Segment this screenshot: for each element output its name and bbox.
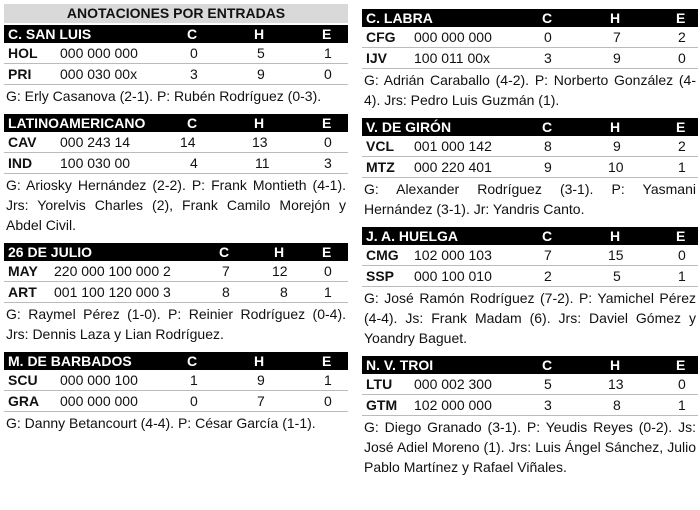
game-box-huelga [362,227,698,348]
runs: 7 [544,247,552,263]
hits: 12 [272,263,288,279]
col-e: E [676,10,686,26]
col-h: H [254,26,265,42]
col-c: C [542,10,553,26]
errors: 0 [678,376,686,392]
team-code: SSP [366,268,395,284]
col-e: E [322,353,332,369]
col-c: C [187,26,198,42]
runs: 8 [222,284,230,300]
col-h: H [274,244,285,260]
col-e: E [676,357,686,373]
team-code: LTU [366,376,393,392]
team-code: CMG [366,247,399,263]
runs: 9 [544,159,552,175]
hits: 8 [280,284,288,300]
inning-line: 001 100 120 000 3 [54,284,171,300]
game-header [362,118,698,136]
runs: 1 [190,372,198,388]
inning-line: 000 002 300 [414,376,492,392]
col-e: E [676,228,686,244]
col-c: C [542,357,553,373]
errors: 0 [324,263,332,279]
left-column [4,0,348,441]
team-code: VCL [366,138,394,154]
team-code: ART [8,284,37,300]
errors: 2 [678,29,686,45]
table-row [362,374,698,395]
pitchers-note: G: Ariosky Hernández (2-2). P: Frank Montieth (4-1). Jrs: Yorelvis Charles (2), Frank Camilo Morejón y Abdel Civil. [6,177,346,233]
team-code: SCU [8,372,38,388]
game-box-labra [362,9,698,110]
game-box-san-luis [4,25,348,106]
pitchers-note: G: Erly Casanova (2-1). P: Rubén Rodríguez (0-3). [6,88,322,104]
game-header [4,114,348,132]
table-row [4,132,348,153]
game-header [4,243,348,261]
stadium-name: M. DE BARBADOS [8,353,132,369]
runs: 7 [222,263,230,279]
runs: 0 [190,45,198,61]
table-row [4,64,348,85]
team-code: CFG [366,29,396,45]
col-h: H [610,228,621,244]
inning-line: 000 000 000 [60,45,138,61]
game-header [362,356,698,374]
runs: 0 [544,29,552,45]
errors: 2 [678,138,686,154]
game-box-troi [362,356,698,477]
team-code: HOL [8,45,38,61]
col-h: H [254,353,265,369]
errors: 1 [678,159,686,175]
stadium-name: V. DE GIRÓN [366,119,452,135]
inning-line: 102 000 000 [414,397,492,413]
col-e: E [322,26,332,42]
runs: 5 [544,376,552,392]
game-box-26-de-julio [4,243,348,344]
team-code: CAV [8,134,37,150]
hits: 9 [613,138,621,154]
hits: 13 [608,376,624,392]
hits: 7 [257,393,265,409]
inning-line: 220 000 100 000 2 [54,263,171,279]
table-row [362,395,698,416]
team-code: IND [8,155,33,171]
right-column [362,0,698,485]
inning-line: 000 000 100 [60,372,138,388]
runs: 3 [544,397,552,413]
table-row [362,245,698,266]
table-row [4,153,348,174]
col-c: C [187,115,198,131]
inning-line: 000 100 010 [414,268,492,284]
col-e: E [322,244,332,260]
pitchers-note: G: Danny Betancourt (4-4). P: César García (1-1). [6,415,316,431]
table-row [4,391,348,412]
hits: 5 [257,45,265,61]
pitchers-note: G: José Ramón Rodríguez (7-2). P: Yamichel Pérez (4-4). Js: Frank Madam (6). Jrs: Daviel Gómez y Yoandry Baguet. [364,290,696,346]
team-code: MTZ [366,159,395,175]
runs: 3 [190,66,198,82]
hits: 11 [255,155,270,171]
col-h: H [610,357,621,373]
errors: 1 [324,45,332,61]
errors: 3 [324,155,332,171]
team-code: MAY [8,263,38,279]
col-e: E [676,119,686,135]
table-row [4,370,348,391]
col-h: H [610,119,621,135]
game-header [362,227,698,245]
team-code: GTM [366,397,398,413]
errors: 1 [678,268,686,284]
inning-line: 102 000 103 [414,247,492,263]
hits: 9 [613,50,621,66]
errors: 0 [678,50,686,66]
hits: 15 [608,247,624,263]
col-c: C [542,119,553,135]
hits: 13 [252,134,268,150]
stadium-name: LATINOAMERICANO [8,115,146,131]
hits: 9 [257,66,265,82]
col-e: E [322,115,332,131]
errors: 0 [324,393,332,409]
inning-line: 000 000 000 [60,393,138,409]
col-h: H [610,10,621,26]
table-row [362,266,698,287]
runs: 2 [544,268,552,284]
runs: 0 [190,393,198,409]
hits: 8 [613,397,621,413]
pitchers-note: G: Diego Granado (3-1). P: Yeudis Reyes (0-2). Js: José Adiel Moreno (1). Jrs: Luis Ángel Sánchez, Julio Pablo Martínez y Rafael Viñales. [364,419,696,475]
hits: 7 [613,29,621,45]
col-c: C [219,244,230,260]
inning-line: 000 220 401 [414,159,492,175]
pitchers-note: G: Raymel Pérez (1-0). P: Reinier Rodríguez (0-4). Jrs: Dennis Laza y Lian Rodríguez. [6,306,346,342]
stadium-name: 26 DE JULIO [8,244,93,260]
hits: 10 [608,159,624,175]
stadium-name: N. V. TROI [366,357,434,373]
inning-line: 100 011 00x [414,50,491,66]
game-header [362,9,698,27]
runs: 3 [544,50,552,66]
game-box-giron [362,118,698,219]
inning-line: 000 000 000 [414,29,492,45]
table-row [4,43,348,64]
table-row [362,136,698,157]
table-row [4,282,348,303]
team-code: IJV [366,50,388,66]
stadium-name: C. LABRA [366,10,433,26]
inning-line: 100 030 00 [60,155,131,171]
hits: 9 [257,372,265,388]
errors: 0 [324,66,332,82]
inning-line: 000 030 00x [60,66,138,82]
table-row [362,27,698,48]
errors: 1 [678,397,686,413]
game-header [4,352,348,370]
hits: 5 [613,268,621,284]
runs: 8 [544,138,552,154]
errors: 1 [324,284,332,300]
page-title: ANOTACIONES POR ENTRADAS [4,4,348,23]
errors: 0 [324,134,332,150]
stadium-name: C. SAN LUIS [8,26,92,42]
team-code: GRA [8,393,40,409]
game-box-barbados [4,352,348,433]
pitchers-note: G: Alexander Rodríguez (3-1). P: Yasmani Hernández (3-1). Jr: Yandris Canto. [364,181,696,217]
runs: 14 [180,134,196,150]
game-header [4,25,348,43]
inning-line: 001 000 142 [414,138,492,154]
game-box-latinoamericano [4,114,348,235]
col-c: C [187,353,198,369]
errors: 1 [324,372,332,388]
team-code: PRI [8,66,32,82]
col-h: H [254,115,265,131]
table-row [4,261,348,282]
stadium-name: J. A. HUELGA [366,228,459,244]
runs: 4 [190,155,198,171]
inning-line: 000 243 14 [60,134,131,150]
table-row [362,157,698,178]
table-row [362,48,698,69]
errors: 0 [678,247,686,263]
pitchers-note: G: Adrián Caraballo (4-2). P: Norberto González (4-4). Jrs: Pedro Luis Guzmán (1). [364,72,696,108]
col-c: C [542,228,553,244]
